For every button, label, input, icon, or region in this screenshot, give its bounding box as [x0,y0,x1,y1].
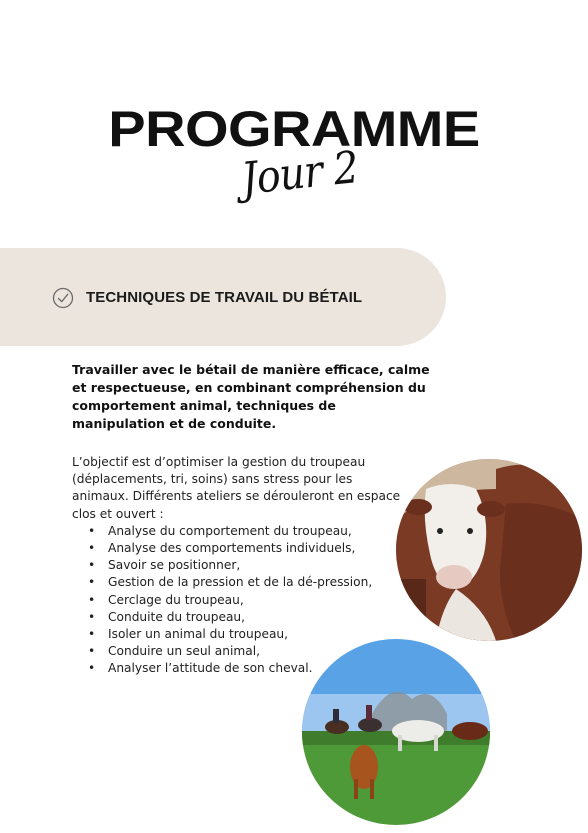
page-title: PROGRAMME [108,101,480,157]
list-item: • Conduire un seul animal, [72,643,412,660]
body-paragraph: L’objectif est d’optimiser la gestion du troupeau (déplacements, tri, soins) sans stress pour les animaux. Différents ateliers se dérouleront en espace clos et ouvert : [72,455,401,521]
list-item: • Analyse des comportements individuels, [72,540,412,557]
list-item: • Gestion de la pression et de la dé-pression, [72,574,412,591]
riders-and-cattle-photo [302,639,490,825]
list-item: • Savoir se positionner, [72,557,412,574]
hereford-cow-photo [396,459,582,641]
page-subtitle: Jour 2 [239,142,361,205]
list-item: • Conduite du troupeau, [72,609,412,626]
list-item: • Analyse du comportement du troupeau, [72,523,412,540]
section-title: TECHNIQUES DE TRAVAIL DU BÉTAIL [86,289,363,306]
list-item: • Isoler un animal du troupeau, [72,626,412,643]
check-circle-icon [52,287,74,309]
body-text [72,454,412,678]
intro-text: Travailler avec le bétail de manière efficace, calme et respectueuse, en combinant compréhension du comportement animal, techniques de manipulation et de conduite. [72,362,430,431]
list-item: • Cerclage du troupeau, [72,592,412,609]
list-item: • Analyser l’attitude de son cheval. [72,660,412,677]
